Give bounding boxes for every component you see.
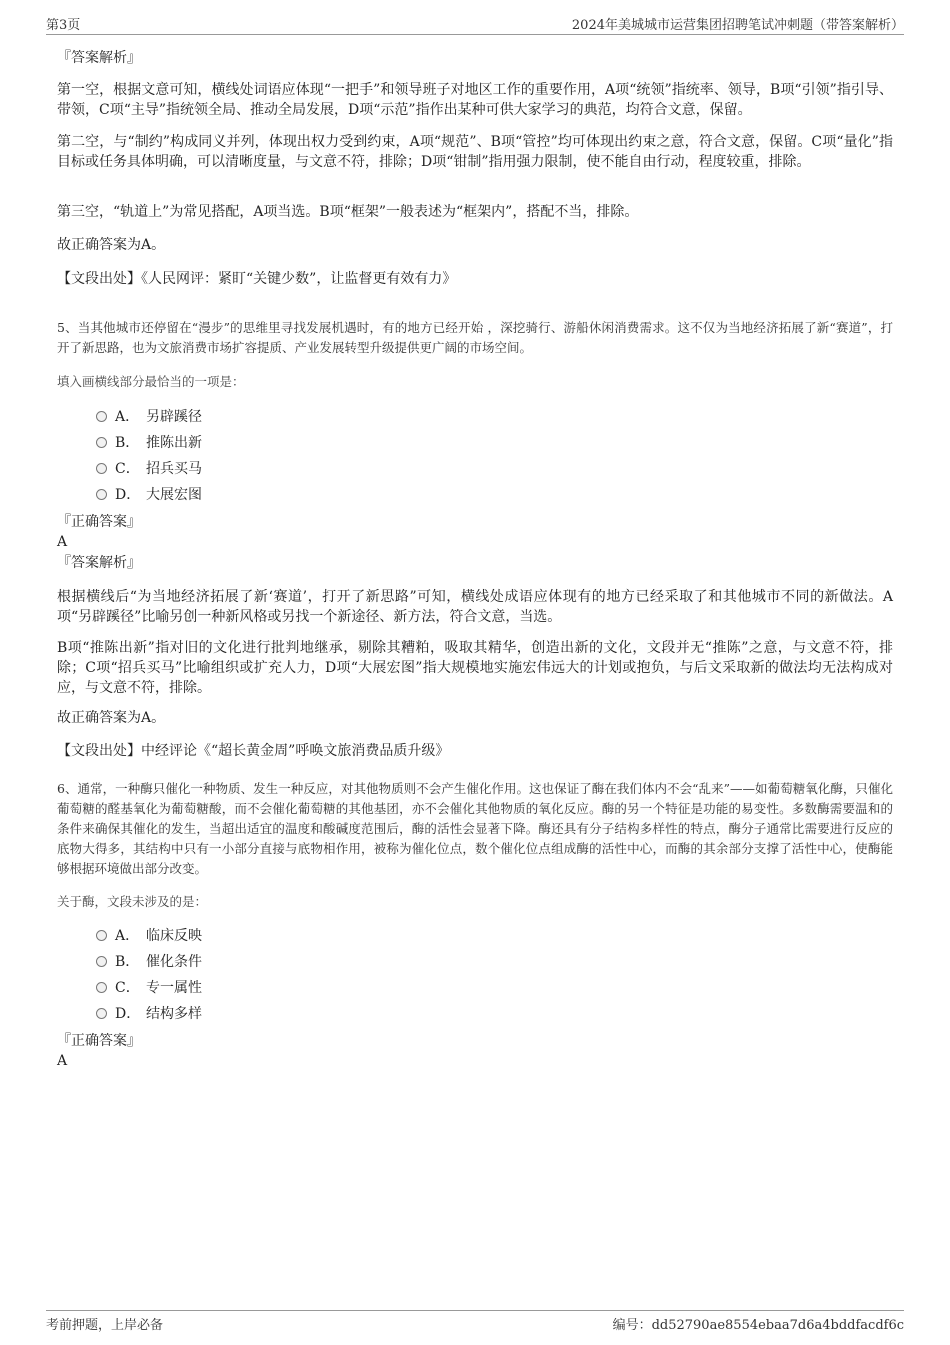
q5-option-c[interactable]: C． 招兵买马 [96,459,202,479]
q6-option-d[interactable]: D． 结构多样 [96,1004,202,1024]
q6-prompt: 关于酶，文段未涉及的是： [57,894,208,909]
q5-option-d[interactable]: D． 大展宏图 [96,485,202,505]
q5-source: 【文段出处】中经评论《“超长黄金周”呼唤文旅消费品质升级》 [57,743,450,759]
q6-answer-label: 『正确答案』 [57,1033,141,1049]
radio-icon[interactable] [96,956,107,967]
radio-icon[interactable] [96,411,107,422]
q6-answer: A [57,1053,68,1069]
radio-icon[interactable] [96,437,107,448]
q4-conclusion: 故正确答案为A。 [57,237,166,253]
page-number: 第3页 [46,18,81,33]
q6-option-c[interactable]: C． 专一属性 [96,978,202,998]
page-header [46,12,904,35]
analysis-label: 『答案解析』 [57,50,141,66]
q5-prompt: 填入画横线部分最恰当的一项是： [57,374,245,389]
q5-conclusion: 故正确答案为A。 [57,710,166,726]
q5-analysis-label: 『答案解析』 [57,555,141,571]
footer-slogan: 考前押题，上岸必备 [46,1318,164,1333]
radio-icon[interactable] [96,489,107,500]
q5-answer: A [57,534,68,550]
radio-icon[interactable] [96,463,107,474]
document-title: 2024年美城城市运营集团招聘笔试冲刺题（带答案解析） [571,18,904,33]
document-id: 编号：dd52790ae8554ebaa7d6a4bddfacdf6c [612,1318,904,1333]
q5-analysis-p2: B项“推陈出新”指对旧的文化进行批判地继承，剔除其糟粕，吸取其精华，创造出新的文化，文段并无“推陈”之意，与文意不符，排除；C项“招兵买马”比喻组织或扩充人力，D项“大展宏图”指大规模地实施宏伟远大的计划或抱负，与后文采取新的做法均无法构成对应，与文意不符，排除。 [57,640,893,696]
radio-icon[interactable] [96,1008,107,1019]
q6-option-a[interactable]: A． 临床反映 [96,926,202,946]
page-footer [46,1310,904,1333]
q5-analysis-p1: 根据横线后“为当地经济拓展了新‘赛道’，打开了新思路”可知，横线处成语应体现有的地方已经采取了和其他城市不同的新做法。A项“另辟蹊径”比喻另创一种新风格或另找一个新途径、新方法，符合文意，当选。 [57,589,893,625]
radio-icon[interactable] [96,982,107,993]
q5-answer-label: 『正确答案』 [57,514,141,530]
q5-option-a[interactable]: A． 另辟蹊径 [96,407,202,427]
q5-question: 5、当其他城市还停留在“漫步”的思维里寻找发展机遇时，有的地方已经开始 ，深挖骑行、游船休闲消费需求。这不仅为当地经济拓展了新“赛道”，打开了新思路，也为文旅消费市场扩容提质、产业发展转型升级提供更广阔的市场空间。 [57,320,893,355]
q4-analysis-p3: 第三空，“轨道上”为常见搭配，A项当选。B项“框架”一般表述为“框架内”，搭配不当，排除。 [57,204,639,220]
q5-option-b[interactable]: B． 推陈出新 [96,433,202,453]
q4-source: 【文段出处】《人民网评：紧盯“关键少数”，让监督更有效有力》 [57,271,457,287]
q6-question: 6、通常，一种酶只催化一种物质、发生一种反应，对其他物质则不会产生催化作用。这也保证了酶在我们体内不会“乱来”——如葡萄糖氧化酶，只催化葡萄糖的醛基氧化为葡萄糖酸，而不会催化葡萄糖的其他基团，亦不会催化其他物质的氧化反应。酶的另一个特征是功能的易变性。多数酶需要温和的条件来确保其催化的发生，当超出适宜的温度和酸碱度范围后，酶的活性会显著下降。酶还具有分子结构多样性的特点，酶分子通常比需要进行反应的底物大得多，其结构中只有一小部分直接与底物相作用，被称为催化位点，数个催化位点组成酶的活性中心，而酶的其余部分支撑了活性中心，使酶能够根据环境做出部分改变。 [57,781,893,876]
q4-analysis-p2: 第二空，与“制约”构成同义并列，体现出权力受到约束，A项“规范”、B项“管控”均可体现出约束之意，符合文意，保留。C项“量化”指目标或任务具体明确，可以清晰度量，与文意不符，排除；D项“钳制”指用强力限制，使不能自由行动，程度较重，排除。 [57,134,893,170]
q6-option-b[interactable]: B． 催化条件 [96,952,202,972]
q4-analysis-p1: 第一空，根据文意可知，横线处词语应体现“一把手”和领导班子对地区工作的重要作用，A项“统领”指统率、领导，B项“引领”指引导、带领，C项“主导”指统领全局、推动全局发展，D项“示范”指作出某种可供大家学习的典范，均符合文意，保留。 [57,82,893,118]
q4-analysis [57,48,893,68]
radio-icon[interactable] [96,930,107,941]
